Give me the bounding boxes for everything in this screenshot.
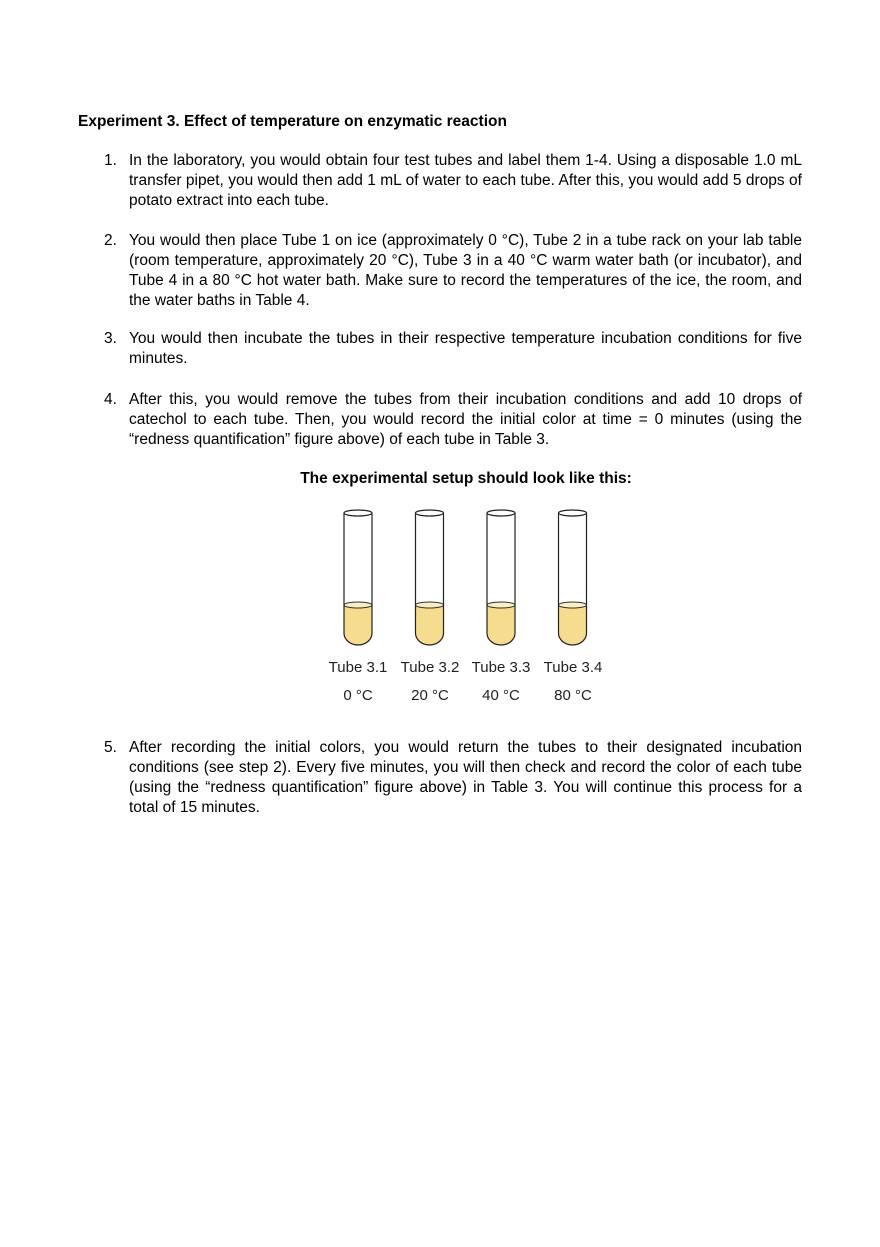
step-text: After this, you would remove the tubes from their incubation conditions and add 10 drops of catechol to each tube. Then, you would record the initial color at time = 0 minutes (using the “redness quantification” figure above) of each tube in Table 3. — [129, 391, 802, 448]
test-tube — [344, 510, 372, 645]
step-4 — [104, 390, 802, 450]
test-tube — [559, 510, 587, 645]
step-text: You would then place Tube 1 on ice (approximately 0 °C), Tube 2 in a tube rack on your lab table (room temperature, approximately 20 °C), Tube 3 in a 40 °C warm water bath (or incubator), and Tube 4 in a 80 °C hot water bath. Make sure to record the temperatures of the ice, the room, and the water baths in Table 4. — [129, 232, 802, 309]
test-tube-figure — [320, 505, 610, 715]
liquid-surface — [487, 602, 515, 608]
step-text: After recording the initial colors, you would return the tubes to their designated incubation conditions (see step 2). Every five minutes, you will then check and record the color of each tube (using the “redness quantification” figure above) in Table 3. You will continue this process for a total of 15 minutes. — [129, 739, 802, 816]
step-text: In the laboratory, you would obtain four test tubes and label them 1-4. Using a disposable 1.0 mL transfer pipet, you would then add 1 mL of water to each tube. After this, you would add 5 drops of potato extract into each tube. — [129, 152, 802, 209]
step-number: 5. — [104, 739, 117, 756]
tube-temperature: 40 °C — [482, 687, 520, 704]
tube-rim — [344, 510, 372, 516]
step-2 — [104, 231, 802, 311]
liquid-surface — [559, 602, 587, 608]
tube-label: Tube 3.1 — [328, 659, 388, 676]
tube-temperature: 80 °C — [554, 687, 592, 704]
liquid-surface — [416, 602, 444, 608]
tube-label: Tube 3.3 — [471, 659, 531, 676]
test-tube — [487, 510, 515, 645]
tube-label: Tube 3.4 — [543, 659, 603, 676]
liquid — [344, 605, 372, 645]
step-text: You would then incubate the tubes in their respective temperature incubation conditions for five minutes. — [129, 330, 802, 367]
tube-temperature: 20 °C — [411, 687, 449, 704]
tube-rim — [416, 510, 444, 516]
liquid-surface — [344, 602, 372, 608]
tube-label: Tube 3.2 — [400, 659, 460, 676]
liquid — [416, 605, 444, 645]
step-1 — [104, 151, 802, 211]
liquid — [559, 605, 587, 645]
step-number: 3. — [104, 330, 117, 347]
step-number: 4. — [104, 391, 117, 408]
tube-rim — [559, 510, 587, 516]
step-number: 1. — [104, 152, 117, 169]
liquid — [487, 605, 515, 645]
step-number: 2. — [104, 232, 117, 249]
step-5 — [104, 738, 802, 818]
step-3 — [104, 329, 802, 369]
test-tube — [416, 510, 444, 645]
tube-rim — [487, 510, 515, 516]
section-heading: Experiment 3. Effect of temperature on enzymatic reaction — [78, 113, 507, 130]
test-tubes-drawing — [320, 505, 610, 665]
tube-temperature: 0 °C — [343, 687, 373, 704]
figure-caption: The experimental setup should look like this: — [300, 470, 632, 487]
